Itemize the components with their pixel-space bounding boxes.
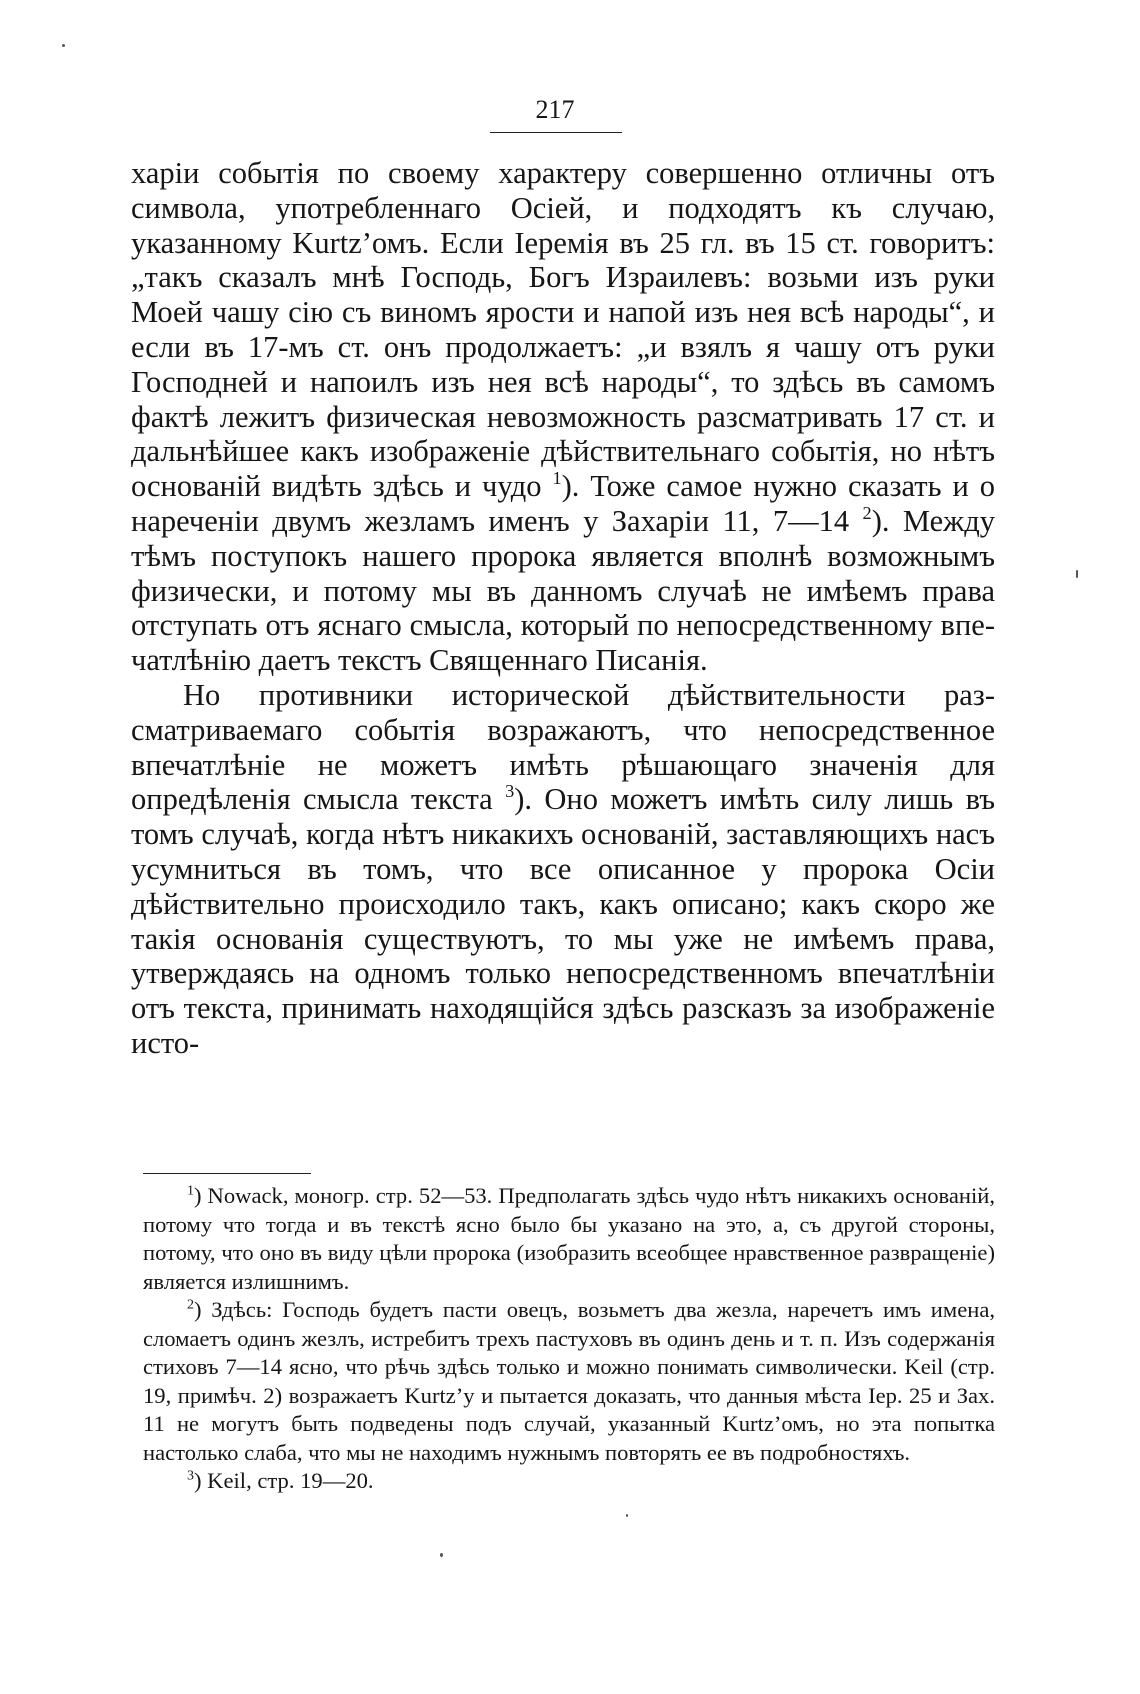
- scan-speck: [440, 1553, 443, 1557]
- paragraph-1-part-a: харіи событія по своему характеру совершенно отличны отъ символа, употребленнаго Осіей, и подходятъ къ случаю, указанному Kurtz’омъ. Если Іеремія въ 25 гл. въ 15 ст. говоритъ: „такъ сказалъ мнѣ Господь, Богъ Израилевъ: возьми изъ руки Моей чашу сію съ виномъ ярости и напой изъ нея всѣ народы“, и если въ 17-мъ ст. онъ продолжаетъ: „и взялъ я чашу отъ руки Господней и напоилъ изъ нея всѣ народы“, то здѣсь въ самомъ фактѣ лежитъ физическая невозможность разсматривать 17 ст. и дальнѣйшее какъ изображеніе дѣйствительнаго событія, но нѣтъ основаній видѣть здѣсь и чудо: [131, 156, 995, 504]
- footnote-ref-1: 1: [552, 468, 562, 489]
- footnotes-separator: [143, 1173, 311, 1174]
- footnote-1: [143, 1182, 995, 1296]
- paragraph-1: [131, 156, 995, 678]
- page-number-rule: [490, 132, 622, 133]
- footnote-3: [143, 1467, 995, 1496]
- page-number: 217: [535, 95, 575, 124]
- paragraph-1-part-b: ). Тоже самое нужно сказать и о нареченіи двумъ жезламъ именъ у Захаріи 11, 7—14: [131, 469, 995, 538]
- scan-speck: [1076, 570, 1078, 578]
- paragraph-2: [131, 678, 995, 1061]
- paragraph-2-part-a: Но противники исторической дѣйствительности разсматриваемаго событія возражаютъ, что непосредственное впечатлѣніе не можетъ имѣть рѣшающаго значенія для опредѣленія смысла текста: [131, 677, 995, 817]
- main-text: [131, 156, 995, 1061]
- footnote-ref-3: 3: [505, 781, 515, 802]
- footnote-1-mark: 1: [187, 1183, 194, 1199]
- footnote-3-mark: 3: [187, 1468, 194, 1484]
- scan-speck: [626, 1514, 628, 1517]
- footnote-1-text: ) Nowack, моногр. стр. 52—53. Предполагать здѣсь чудо нѣтъ никакихъ основаній, потому что тогда и въ текстѣ ясно было бы указано на это, а, съ другой стороны, потому, что оно въ виду цѣли пророка (изобразить всеобщее нравственное развращеніе) является излишнимъ.: [143, 1183, 995, 1294]
- paragraph-1-part-c: ). Между тѣмъ поступокъ нашего пророка является вполнѣ возможнымъ физически, и потому мы въ данномъ случаѣ не имѣемъ права отступать отъ яснаго смысла, который по непосредственному впечатлѣнію даетъ текстъ Священнаго Писанія.: [131, 503, 995, 678]
- paragraph-2-part-b: ). Оно можетъ имѣть силу лишь въ томъ случаѣ, когда нѣтъ никакихъ основаній, заставляющихъ насъ усумниться въ томъ, что все описанное у пророка Осіи дѣйствительно происходило такъ, какъ описано; какъ скоро же такія основанія существуютъ, то мы уже не имѣемъ права, утверждаясь на одномъ только непосредственномъ впечатлѣніи отъ текста, принимать находящійся здѣсь разсказъ за изображеніе исто-: [131, 782, 995, 1060]
- scan-speck: [62, 44, 65, 47]
- footnote-3-text: ) Keil, стр. 19—20.: [194, 1468, 374, 1493]
- footnote-2-mark: 2: [187, 1297, 194, 1313]
- footnotes: [143, 1182, 995, 1496]
- footnote-2-text: ) Здѣсь: Господь будетъ пасти овецъ, возьметъ два жезла, наречетъ имъ имена, сломаетъ одинъ жезлъ, истребитъ трехъ пастуховъ въ одинъ день и т. п. Изъ содержанія стиховъ 7—14 ясно, что рѣчь здѣсь только и можно понимать символически. Keil (стр. 19, примѣч. 2) возражаетъ Kurtz’у и пытается доказать, что данныя мѣста Іер. 25 и Зах. 11 не могутъ быть подведены подъ случай, указанный Kurtz’омъ, но эта попытка настолько слаба, что мы не находимъ нужнымъ повторять ее въ подробностяхъ.: [143, 1297, 995, 1465]
- footnote-2: [143, 1296, 995, 1467]
- footnote-ref-2: 2: [862, 503, 872, 524]
